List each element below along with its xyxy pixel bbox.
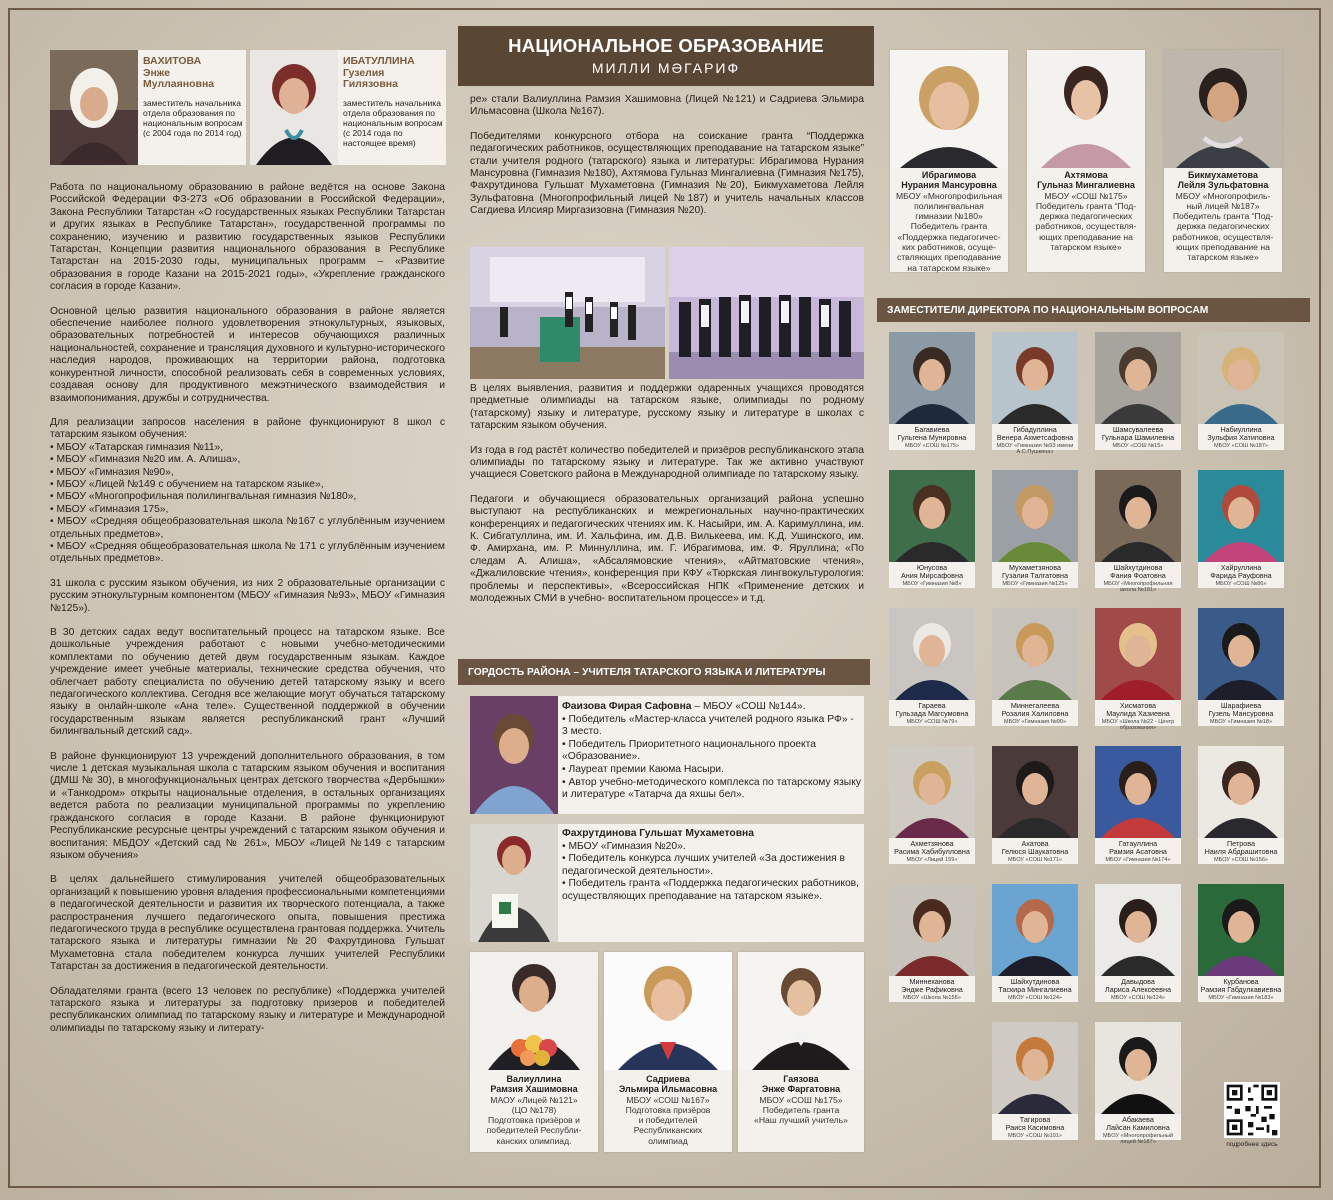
school-list-item: • МБОУ «Гимназия №90»,	[50, 466, 174, 478]
deputy-card	[1095, 884, 1181, 1002]
deputy-card	[1095, 608, 1181, 732]
portrait-photo	[889, 332, 975, 424]
deputy-name: Гульзада Магсумовна	[895, 709, 969, 719]
deputy-card	[1095, 1022, 1181, 1146]
portrait-photo	[604, 952, 732, 1070]
teacher-surname: Гаязова	[783, 1074, 819, 1084]
deputy-surname: Багавиева	[914, 425, 950, 434]
portrait-photo	[1164, 50, 1282, 168]
winner-card-1	[470, 696, 864, 814]
deputy-school: МБОУ «Школа №156»	[903, 995, 961, 1001]
deputy-surname: Набиуллина	[1220, 425, 1262, 434]
deputy-name: Наиля Абдрашитовна	[1204, 847, 1278, 857]
head-role: заместитель начальника отдела образования по национальным вопросам	[343, 97, 443, 128]
card-line: гимназии №180»	[915, 211, 983, 222]
school-list-item: • МБОУ «Гимназия 175»,	[50, 503, 169, 515]
card-line: ный лицей №187»	[1186, 200, 1260, 211]
portrait-photo	[992, 1022, 1078, 1114]
deputy-surname: Петрова	[1227, 839, 1255, 848]
portrait-photo	[1198, 746, 1284, 838]
paragraph: Педагоги и обучающиеся образовательных организаций района успешно выступают на республиканских и межрегиональных научно-практических конференциях и педагогических чтениях им. К. Насыйри, им. А. Каримуллина, им. К. Сибгатуллина, им. И. Хальфина, им. Д.В. Вилькеева, им. К.Д. Ушинского, им. Ф. Амирхана, им. Р. Миннуллина, им. Г. Ибрагимова, им. Ф. Яруллина; «По следам А. Алиша», «Абсалямовские чтения», «Айтматовские чтения», «Джалиловские чтения», конференция при КФУ «Тюркская лингвокультурология: проблемы и перспективы», «Всероссийская НПК «Применение детских и молодежных СМИ в учебно- воспитательном процессе» и т.д.	[470, 493, 865, 605]
deputy-surname: Давыдова	[1121, 977, 1155, 986]
section-title: ГОРДОСТЬ РАЙОНА – УЧИТЕЛЯ ТАТАРСКОГО ЯЗЫКА И ЛИТЕРАТУРЫ	[468, 666, 826, 678]
portrait-photo	[1198, 608, 1284, 700]
portrait-photo	[890, 50, 1008, 168]
teacher-card	[1164, 50, 1282, 272]
head-surname: ВАХИТОВА	[143, 55, 202, 67]
deputy-name: Лариса Алексеевна	[1105, 985, 1171, 995]
deputy-school: МБОУ «Гимназия №8»	[902, 581, 962, 587]
deputy-surname: Юнусова	[916, 563, 948, 572]
event-photo-stage	[470, 247, 665, 379]
paragraph: В районе функционируют 13 учреждений дополнительного образования, в том числе 1 детская музыкальная школа с татарским языком обучения и воспитания (ДМШ № 30), в многофункциональных центрах детского творчества «Дербышки» и «Танкодром» открыты национальные отделения, в остальных организациях ведется работа по реализации муниципальной программы по укреплению гражданского согласия в городе Казани. В районе функционируют Республиканские ресурсные центры учреждений с татарским языком обучения и воспитания: МБДОУ «Детский сад № 261», МБОУ «Лицей №149 с татарским языком обучения»	[50, 750, 445, 861]
card-line: татарском языке»	[1187, 252, 1259, 263]
deputy-name: Рамзия Габдулкавиевна	[1200, 985, 1282, 995]
winner-card-2	[470, 824, 864, 942]
portrait-photo	[1095, 608, 1181, 700]
deputy-card	[1095, 332, 1181, 450]
paragraph: Из года в год растёт количество победителей и призёров республиканского этапа олимпиады по татарскому языку и литературе. Так же активно участвуют учащиеся Советского района в Международной олимпиаде по татарскому языку.	[470, 444, 864, 481]
deputy-name: Фания Фоатовна	[1110, 571, 1166, 581]
paragraph: Основной целью развития национального образования в районе является обеспечение наиболее полного удовлетворения этнокультурных, языковых, образовательных потребностей и интересов обучающихся различных национальностей, сохранение и трансляция духовного и культурно-исторического наследия народов, проживающих на территории района, подготовка конкурентной личности, способной реализовать себя в современных условиях, создавая основу для продуктивного межэтнического взаимодействия и взаимопонимания, дружбы и сотрудничества.	[50, 305, 445, 404]
teacher-surname: Бикмухаметова	[1188, 170, 1258, 180]
card-line: работников, осуществля-	[1172, 231, 1274, 242]
teacher-surname: Ибрагимова	[921, 170, 977, 180]
card-line: канских олимпиад.	[496, 1135, 572, 1146]
qr-label: подробнее здесь	[1226, 1141, 1278, 1148]
deputy-card	[889, 884, 975, 1002]
portrait-photo	[889, 608, 975, 700]
paragraph: 31 школа с русским языком обучения, из них 2 образовательные организации с русским этнокультурным компонентом (МБОУ «Гимназия №93», МБОУ «Гимназия №125»).	[50, 577, 445, 614]
deputy-card	[992, 332, 1078, 456]
deputy-card	[992, 470, 1078, 588]
deputy-surname: Шайхутдинова	[1010, 977, 1060, 986]
teacher-name: Энже Фаргатовна	[761, 1084, 841, 1095]
deputy-card	[992, 746, 1078, 864]
head-years: (с 2004 года по 2014 год)	[143, 127, 242, 138]
school-list-item: • МБОУ «Татарская гимназия №11»,	[50, 441, 224, 453]
deputy-surname: Тагирова	[1019, 1115, 1051, 1124]
school-list-item: • МБОУ «Средняя общеобразовательная школа № 171 с углублённым изучением отдельных предметов».	[50, 540, 445, 565]
deputy-name: Рамзия Асатовна	[1109, 847, 1167, 857]
card-line: ющих преподавание на	[1039, 231, 1133, 242]
winner-achievement: • Победитель «Мастер-класса учителей родного языка РФ» - 3 место.	[562, 713, 854, 738]
deputy-school: МБОУ «СОШ №156»	[1213, 857, 1269, 863]
teacher-name: Рамзия Хашимовна	[490, 1084, 578, 1095]
page-title: НАЦИОНАЛЬНОЕ ОБРАЗОВАНИЕ	[508, 35, 824, 56]
deputy-card	[1198, 608, 1284, 726]
qr-code-icon	[1224, 1082, 1280, 1138]
card-line: ких работников, осуще-	[902, 242, 996, 253]
deputy-name: Фарида Рауфовна	[1210, 571, 1272, 581]
portrait-photo	[992, 746, 1078, 838]
deputy-school: МБОУ «СОШ №124»	[1110, 995, 1166, 1001]
event-photo-group	[669, 247, 864, 379]
card-line: Победитель гранта	[910, 221, 988, 232]
deputy-school: МБОУ «СОШ №101»	[1007, 1133, 1063, 1139]
winner-achievement: • Победитель гранта «Поддержка педагогических работников, осуществляющих преподавание на татарском языке».	[562, 878, 860, 902]
head-surname: ИБАТУЛЛИНА	[343, 55, 415, 67]
portrait-photo	[992, 884, 1078, 976]
winner-achievement: • Победитель конкурса лучших учителей «За достижения в педагогической деятельности».	[562, 853, 845, 877]
deputy-name: Ания Мирсафовна	[901, 571, 963, 581]
portrait-photo	[1198, 332, 1284, 424]
card-line: МАОУ «Лицей №121»	[490, 1094, 578, 1105]
deputy-name: Гузалия Талгатовна	[1002, 571, 1068, 581]
portrait-photo	[889, 470, 975, 562]
deputy-name: Розалия Халиловна	[1001, 709, 1069, 719]
portrait-photo	[250, 50, 338, 165]
winner-name: Фаизова Фирая Сафовна	[562, 701, 692, 712]
card-line: Подготовка призёров и	[488, 1115, 580, 1126]
portrait-photo	[889, 746, 975, 838]
deputy-name: Эндже Рафиковна	[901, 985, 963, 995]
teacher-name: Лейля Зульфатовна	[1177, 180, 1269, 191]
paragraph: Победителями конкурсного отбора на соискание гранта “Поддержка педагогических работников, осуществляющих преподавание на татарском языке” стали учителя родного (татарского) языка и литературы: Ибрагимова Нурания Мансуровна (Гимназия №180), Ахтямова Гульназ Мингалиевна (Гимназия №175), Фахрутдинова Гульшат Мухаметовна (Гимназия №20), Бикмухаметова Лейля Зульфатовна (Многопрофильный лицей №187) и учитель начальных классов Сагдиева Илсияр Миргазизовна (Гимназия №20).	[470, 130, 864, 217]
paragraph: ре» стали Валиуллина Рамзия Хашимовна (Лицей №121) и Садриева Эльмира Ильмасовна (Школа №167).	[470, 94, 864, 118]
school-list-item: • МБОУ «Лицей №149 с обучением на татарском языке»,	[50, 478, 324, 490]
deputy-card	[889, 332, 975, 450]
card-line: МБОУ «СОШ №175»	[759, 1094, 843, 1105]
deputy-card	[992, 884, 1078, 1002]
portrait-photo	[1095, 332, 1181, 424]
deputy-surname: Миннегалеева	[1010, 701, 1060, 710]
title-banner	[458, 26, 874, 86]
card-line: олимпиад	[648, 1135, 688, 1146]
portrait-photo	[470, 696, 558, 814]
deputy-card	[889, 746, 975, 864]
deputy-surname: Миннеханова	[909, 977, 955, 986]
deputy-card	[1198, 470, 1284, 588]
school-list-item: • МБОУ «Средняя общеобразовательная школа №167 с углублённым изучением отдельных предметов»,	[50, 516, 445, 540]
winner-achievement: • Победитель Приоритетного национального проекта «Образование».	[562, 738, 816, 763]
deputy-name: Расима Хабибулловна	[894, 847, 970, 857]
paragraph: В целях дальнейшего стимулирования учителей общеобразовательных организаций к повышению уровня владения профессиональными компетенциями в педагогической деятельности и развития их творческого потенциала, а также распространения лучшего педагогического опыта, повышения престижа педагогического труда в республике осуществлена грантовая поддержка. Учитель татарского языка и литературы гимназии №20 Фахрутдинова Гульшат Мухаметовна стала победителем конкурса лучших учителей Республики Татарстан за достижения в педагогической деятельности.	[50, 874, 445, 973]
teacher-name: Нурания Мансуровна	[901, 180, 997, 191]
deputy-surname: Гараева	[918, 701, 946, 710]
card-line: МБОУ «СОШ №175»	[1044, 190, 1128, 201]
teacher-card	[470, 952, 598, 1152]
portrait-photo	[992, 332, 1078, 424]
middle-text-top	[470, 94, 864, 218]
deputy-school: МБОУ «СОШ №86»	[1215, 581, 1267, 587]
teacher-surname: Ахтямова	[1064, 170, 1108, 180]
portrait-photo	[470, 952, 598, 1070]
deputy-school: МБОУ «СОШ №187»	[1213, 443, 1269, 449]
card-line: татарском языке»	[1050, 242, 1122, 253]
deputy-name: Гелюся Шаукатовна	[1001, 847, 1069, 857]
teacher-card	[1027, 50, 1145, 272]
deputy-school: МБОУ «Гимназия №93 имени А.С.Пушкина»	[996, 443, 1074, 456]
head-patronymic: Муллаяновна	[143, 78, 215, 90]
card-line: Республиканских	[633, 1125, 703, 1136]
deputy-card	[1095, 746, 1181, 864]
card-line: и победителей	[638, 1115, 698, 1126]
school-list-item: • МБОУ «Многопрофильная полилингвальная гимназия №180»,	[50, 491, 357, 503]
portrait-photo	[50, 50, 138, 165]
portrait-photo	[1095, 746, 1181, 838]
qr-code[interactable]	[1224, 1082, 1280, 1138]
card-line: победителей Республи-	[486, 1125, 582, 1136]
paragraph: В 30 детских садах ведут воспитательный процесс на татарском языке. Все дошкольные учреждения работают с новыми учебно-методическими комплектами по обучению детей двум государственным языкам. Каждое учреждение имеет учебные материалы, технические средства обучения, что облегчает работу специалиста по обучению детей татарскому языку и всего педагогического коллектива. Сегодня все желающие могут обучаться татарскому языку в онлайн-школе «Ана теле». Существенной поддержкой в обучении государственным языкам является республиканский грант «Лучший билингвальный детский сад».	[50, 627, 445, 738]
deputy-card	[992, 608, 1078, 726]
head-name: Энже	[143, 66, 170, 79]
deputy-name: Гульгена Мунировна	[897, 433, 967, 443]
head-card-1	[50, 50, 246, 165]
deputy-surname: Хайруллина	[1220, 563, 1262, 572]
card-line: МБОУ «СОШ №167»	[626, 1094, 710, 1105]
deputy-card	[992, 1022, 1078, 1140]
deputy-card	[1095, 470, 1181, 594]
winner-achievement: • МБОУ «Гимназия №20».	[562, 840, 686, 852]
portrait-photo	[470, 824, 558, 942]
head-card-2	[250, 50, 446, 165]
left-text-column	[50, 182, 445, 1035]
deputy-surname: Шарафиева	[1220, 701, 1262, 710]
deputy-name: Таскира Мингалиевна	[998, 985, 1072, 995]
deputy-school: МБОУ «СОШ №124»	[1007, 995, 1063, 1001]
deputy-surname: Шамсувалеева	[1112, 425, 1164, 434]
teacher-surname: Садриева	[646, 1074, 690, 1084]
deputy-card	[1198, 884, 1284, 1002]
portrait-photo	[1198, 470, 1284, 562]
deputy-name: Венера Ахметсафовна	[996, 433, 1074, 443]
deputy-card	[1198, 332, 1284, 450]
page-subtitle: МИЛЛИ МӘГАРИФ	[591, 60, 741, 76]
deputy-surname: Гатауллина	[1118, 839, 1158, 848]
card-line: на татарском языке»	[907, 262, 991, 273]
winner-org: – МБОУ «СОШ №144».	[691, 701, 806, 712]
card-line: Победитель гранта “Под-	[1172, 211, 1274, 222]
deputy-surname: Ахатова	[1021, 839, 1049, 848]
teacher-name: Эльмира Ильмасовна	[618, 1084, 718, 1095]
paragraph: Обладателями гранта (всего 13 человек по республике) «Поддержка учителей татарского языка и литературы за подготовку призеров и победителей республиканских олимпиад по татарскому языку и литературе и Международной олимпиады по татарскому языку и литерату-	[50, 985, 445, 1034]
deputies-section-header	[877, 298, 1310, 322]
deputy-surname: Курбанова	[1223, 977, 1259, 986]
deputy-school: МБОУ «Лицей 159»	[906, 857, 958, 863]
portrait-photo	[1095, 1022, 1181, 1114]
portrait-photo	[1027, 50, 1145, 168]
card-line: держка педагогических	[1039, 211, 1133, 222]
deputy-card	[1198, 746, 1284, 864]
school-list-item: • МБОУ «Гимназия №20 им. А. Алиша»,	[50, 454, 241, 466]
card-line: полилингвальная	[914, 200, 984, 211]
teacher-card	[738, 952, 864, 1152]
deputy-school: МБОУ «Гимназия №90»	[1003, 719, 1067, 725]
deputy-card	[889, 470, 975, 588]
deputy-school: МБОУ «Многопрофильная школа №181»	[1103, 581, 1173, 594]
deputy-surname: Мухаметзянова	[1008, 563, 1062, 572]
card-line: ствляющих преподавание	[896, 252, 1002, 263]
paragraph: Для реализации запросов населения в районе функционируют 8 школ с татарским языком обучения:	[50, 416, 445, 441]
deputy-surname: Абакаева	[1122, 1115, 1154, 1124]
card-line: работников, осуществля-	[1035, 221, 1137, 232]
winner-name: Фахрутдинова Гульшат Мухаметовна	[562, 828, 754, 839]
card-line: МБОУ «Многопрофильная	[896, 190, 1002, 201]
deputy-name: Маулида Хазиевна	[1106, 709, 1170, 719]
portrait-photo	[1198, 884, 1284, 976]
card-line: ющих преподавание на	[1176, 242, 1270, 253]
card-line: держка педагогических	[1176, 221, 1270, 232]
deputy-school: МБОУ «Гимназия №183»	[1208, 995, 1274, 1001]
head-name: Гузелия	[343, 66, 385, 79]
card-line: (ЦО №178)	[511, 1104, 557, 1115]
deputy-school: МБОУ «Гимназия №18»	[1209, 719, 1273, 725]
card-line: Подготовка призёров	[625, 1104, 711, 1115]
portrait-photo	[992, 608, 1078, 700]
card-line: «Наш лучший учитель»	[754, 1115, 848, 1126]
deputy-school: МБОУ «Школа №22 - Центр образования»	[1101, 719, 1175, 732]
deputy-name: Гульнара Шамилевна	[1101, 433, 1175, 443]
card-line: «Поддержка педагогичес-	[897, 231, 1001, 242]
deputy-surname: Шайхутдинова	[1113, 563, 1163, 572]
deputy-school: МБОУ «СОШ №79»	[906, 719, 958, 725]
paragraph: В целях выявления, развития и поддержки одаренных учащихся проводятся предметные олимпиады на татарском языке, олимпиады по родному (татарскому) языку и литературе, русскому языку и литературе в школах с татарским языком обучения.	[470, 383, 864, 432]
deputy-card	[889, 608, 975, 726]
winner-achievement: • Лауреат премии Каюма Насыри.	[562, 763, 724, 775]
winner-achievement: • Автор учебно-методического комплекса по татарскому языку и литературе «Татарча да яхшы бел».	[562, 776, 861, 801]
head-role: заместитель начальника отдела образования по национальным вопросам	[143, 97, 243, 128]
deputy-school: МБОУ «СОШ №175»	[904, 443, 960, 449]
deputy-surname: Гибадуллина	[1013, 425, 1057, 434]
deputy-name: Лайсан Камиловна	[1106, 1123, 1170, 1133]
deputy-school: МБОУ «СОШ №171»	[1007, 857, 1063, 863]
portrait-photo	[1095, 470, 1181, 562]
teacher-card	[604, 952, 732, 1152]
paragraph: Работа по национальному образованию в районе ведётся на основе Закона Российской Федерации ФЗ-273 «Об образовании в Российской Федерации», Закона Республики Татарстан «О государственных языках Республики Татарстан и других языках в Республике Татарстан», государственной программы по сохранению, изучению и развитию государственных языков Республики Татарстан, Концепции развития национального образования в Республике Татарстан на 2015-2030 годы, муниципальных программ – «Развитие образования в городе Казани на 2015-2021 годы», «Укрепление гражданского согласия в городе Казани».	[50, 182, 445, 293]
deputy-school: МБОУ «Многопрофильный лицей №187»	[1103, 1133, 1173, 1146]
deputy-name: Гузель Мансуровна	[1208, 709, 1274, 719]
deputy-surname: Хисматова	[1119, 701, 1157, 710]
head-patronymic: Гилязовна	[343, 78, 398, 90]
deputy-name: Зульфия Хатиповна	[1207, 433, 1275, 443]
portrait-photo	[738, 952, 864, 1070]
teacher-name: Гульназ Мингалиевна	[1037, 180, 1135, 191]
deputy-school: МБОУ «Гимназия №174»	[1105, 857, 1171, 863]
section-title: ЗАМЕСТИТЕЛИ ДИРЕКТОРА ПО НАЦИОНАЛЬНЫМ ВОПРОСАМ	[887, 304, 1209, 316]
head-years: (с 2014 года по настоящее время)	[343, 127, 416, 148]
card-line: Победитель гранта	[762, 1104, 840, 1115]
teacher-card	[890, 50, 1008, 272]
portrait-photo	[1095, 884, 1181, 976]
deputy-surname: Ахметзянова	[910, 839, 954, 848]
portrait-photo	[889, 884, 975, 976]
pride-section-header	[458, 659, 870, 685]
middle-text-bottom	[470, 383, 864, 606]
deputy-school: МБОУ «Гимназия №125»	[1002, 581, 1068, 587]
deputy-name: Раися Касимовна	[1005, 1123, 1065, 1133]
card-line: МБОУ «Многопрофиль-	[1175, 190, 1271, 201]
portrait-photo	[992, 470, 1078, 562]
deputy-school: МБОУ «СОШ №15»	[1112, 443, 1164, 449]
teacher-surname: Валиуллина	[506, 1074, 562, 1084]
card-line: Победитель гранта “Под-	[1035, 200, 1137, 211]
